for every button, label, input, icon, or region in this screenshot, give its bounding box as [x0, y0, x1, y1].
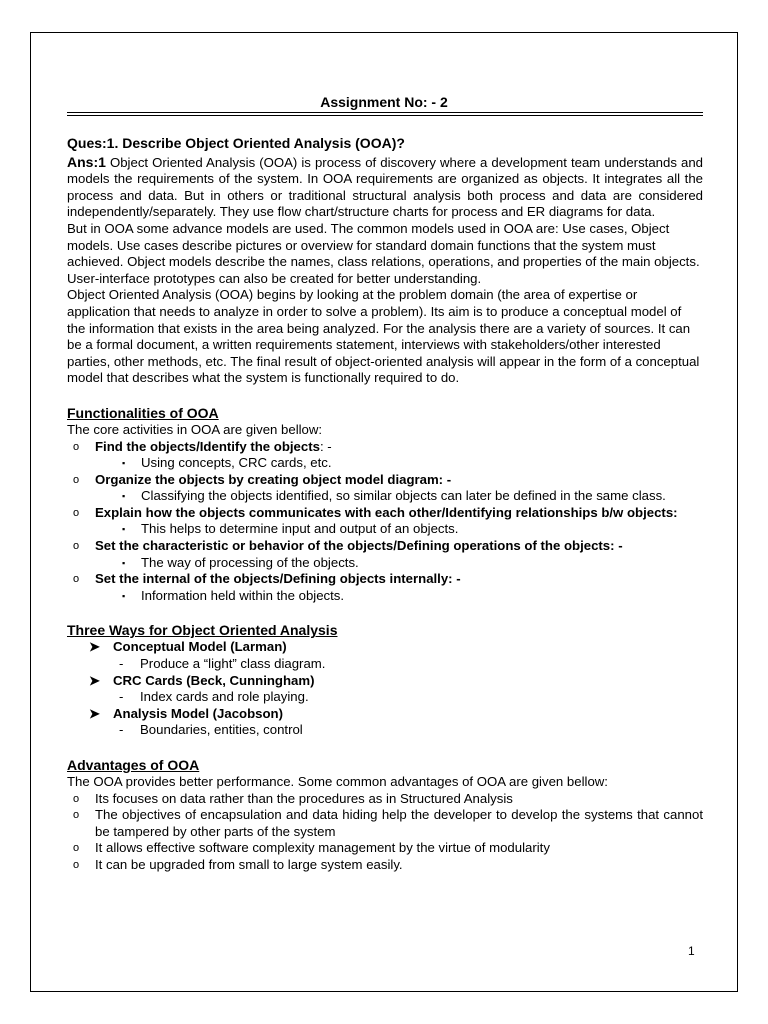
sub-item-text: Using concepts, CRC cards, etc.	[141, 455, 332, 471]
list-item	[67, 807, 703, 840]
sub-item-text: Classifying the objects identified, so similar objects can later be defined in the same class.	[141, 488, 666, 504]
item-text: The objectives of encapsulation and data hiding help the developer to develop the systems that cannot be tampered by other parts of the system	[95, 807, 703, 839]
arrow-bullet-icon: ➤	[89, 672, 101, 688]
advantages-heading: Advantages of OOA	[67, 757, 200, 773]
sub-item-text: Boundaries, entities, control	[140, 722, 303, 738]
item-heading: Set the characteristic or behavior of the objects/Defining operations of the objects: -	[95, 538, 623, 554]
list-item	[67, 538, 703, 555]
square-bullet-icon: ▪	[122, 458, 126, 469]
item-heading: Organize the objects by creating object model diagram: -	[95, 471, 452, 487]
item-heading: Set the internal of the objects/Defining objects internally: -	[95, 571, 461, 587]
circle-bullet-icon: o	[73, 809, 80, 822]
list-item	[67, 472, 703, 489]
list-item	[67, 791, 703, 808]
answer-text: Object Oriented Analysis (OOA) is process of discovery where a development team understands and models the requirements of the system. In OOA requirements are organized as objects. It integrates all the process and data. But in others or traditional structural analysis both process and data are considered independently/separately. They use flow chart/structure charts for process and ER diagrams for data.	[67, 154, 703, 220]
sub-item	[67, 521, 703, 538]
list-item	[67, 857, 703, 874]
list-item	[67, 673, 703, 690]
item-text: Its focuses on data rather than the procedures as in Structured Analysis	[95, 790, 513, 806]
advantages-intro: The OOA provides better performance. Some common advantages of OOA are given bellow:	[67, 774, 608, 789]
sub-item-text: The way of processing of the objects.	[141, 554, 359, 570]
sub-item-text: This helps to determine input and output of an objects.	[141, 521, 459, 537]
ways-heading: Three Ways for Object Oriented Analysis	[67, 622, 338, 639]
sub-item	[67, 656, 703, 673]
item-heading: Explain how the objects communicates with each other/Identifying relationships b/w objects:	[95, 504, 678, 520]
item-heading: Find the objects/Identify the objects	[95, 438, 320, 454]
sub-item	[67, 588, 703, 605]
page-title: Assignment No: - 2	[320, 94, 448, 110]
sub-item	[67, 455, 703, 472]
square-bullet-icon: ▪	[122, 590, 126, 601]
arrow-bullet-icon: ➤	[89, 639, 101, 655]
list-item	[67, 639, 703, 656]
page-number: 1	[688, 944, 695, 958]
dash-bullet-icon: -	[119, 722, 124, 738]
sub-item	[67, 488, 703, 505]
item-tail: : -	[319, 438, 332, 454]
answer-paragraph-3: Object Oriented Analysis (OOA) begins by looking at the problem domain (the area of expertise or application that needs to analyze in order to solve a problem). Its aim is to produce a conceptual model of the information that exists in the area being analyzed. For the analysis there are a variety of sources. It can be a formal document, a written requirements statement, interviews with stakeholders/other interested parties, other methods, etc. The final result of object-oriented analysis will appear in the form of a conceptual model that describes what the system is functionally required to do.	[67, 287, 700, 386]
square-bullet-icon: ▪	[122, 491, 126, 502]
circle-bullet-icon: o	[73, 792, 80, 805]
sub-item-text: Produce a “light” class diagram.	[140, 656, 326, 672]
ways-section	[67, 622, 703, 739]
item-text: It allows effective software complexity management by the virtue of modularity	[95, 840, 550, 856]
circle-bullet-icon: o	[73, 473, 80, 486]
dash-bullet-icon: -	[119, 689, 124, 705]
arrow-bullet-icon: ➤	[89, 705, 101, 721]
functionalities-heading: Functionalities of OOA	[67, 404, 219, 421]
title-rule-top	[67, 112, 703, 113]
circle-bullet-icon: o	[73, 506, 80, 519]
functionalities-section	[67, 405, 703, 605]
list-item	[67, 571, 703, 588]
sub-item-text: Index cards and role playing.	[140, 689, 309, 705]
circle-bullet-icon: o	[73, 540, 80, 553]
circle-bullet-icon: o	[73, 573, 80, 586]
list-item	[67, 439, 703, 456]
item-heading: Analysis Model (Jacobson)	[113, 705, 284, 721]
answer-paragraph-2: But in OOA some advance models are used. The common models used in OOA are: Use cases, Object models. Use cases describe pictures or overview for standard domain functions that the system must achieved. Object models describe the names, class relations, operations, and properties of the main objects. User-interface prototypes can also be created for better understanding.	[67, 220, 700, 286]
square-bullet-icon: ▪	[122, 524, 126, 535]
list-item	[67, 840, 703, 857]
circle-bullet-icon: o	[73, 440, 80, 453]
dash-bullet-icon: -	[119, 656, 124, 672]
item-heading: Conceptual Model (Larman)	[113, 639, 287, 655]
sub-item-text: Information held within the objects.	[141, 587, 345, 603]
item-text: It can be upgraded from small to large system easily.	[95, 856, 403, 872]
sub-item	[67, 722, 703, 739]
list-item	[67, 706, 703, 723]
document-body	[67, 135, 703, 874]
title-rule-bottom	[67, 115, 703, 116]
advantages-section	[67, 757, 703, 874]
sub-item	[67, 689, 703, 706]
answer-label: Ans:1	[67, 153, 106, 170]
circle-bullet-icon: o	[73, 858, 80, 871]
sub-item	[67, 555, 703, 572]
circle-bullet-icon: o	[73, 842, 80, 855]
question-heading: Ques:1. Describe Object Oriented Analysis (OOA)?	[67, 135, 405, 151]
item-heading: CRC Cards (Beck, Cunningham)	[113, 672, 315, 688]
functionalities-intro: The core activities in OOA are given bellow:	[67, 421, 323, 437]
answer-paragraph-1	[67, 154, 703, 221]
list-item	[67, 505, 703, 522]
square-bullet-icon: ▪	[122, 557, 126, 568]
